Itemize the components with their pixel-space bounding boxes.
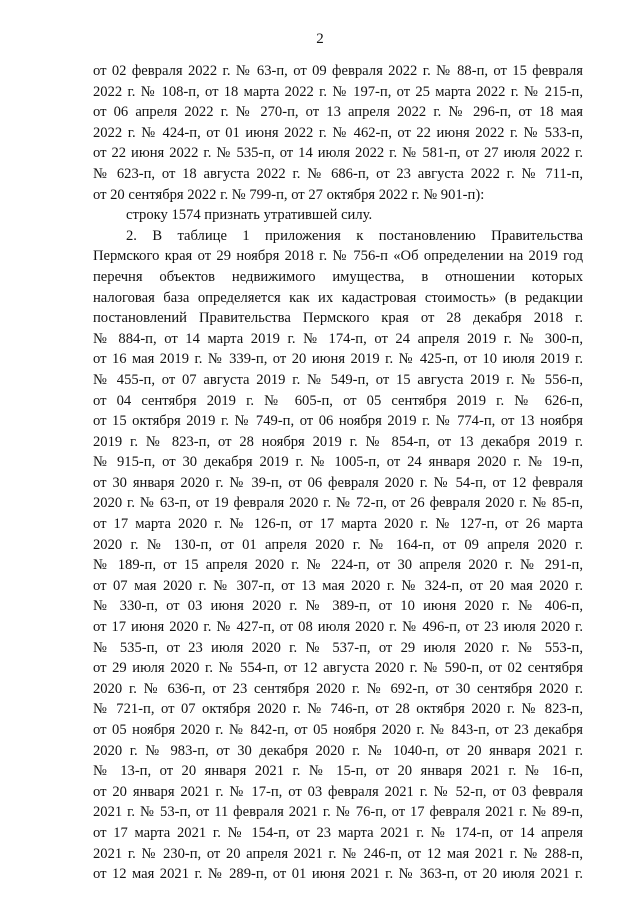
text-line: от 30 января 2020 г. № 39-п, от 06 февраля 2020 г. № 54-п, от 12 февраля xyxy=(93,474,583,491)
text-line: от 22 июня 2022 г. № 535-п, от 14 июля 2022 г. № 581-п, от 27 июля 2022 г. xyxy=(93,145,583,162)
text-line: № 915-п, от 30 декабря 2019 г. № 1005-п, от 24 января 2020 г. № 19-п, xyxy=(93,454,583,471)
text-line: от 16 мая 2019 г. № 339-п, от 20 июня 2019 г. № 425-п, от 10 июля 2019 г. xyxy=(93,351,583,368)
text-line: 2. В таблице 1 приложения к постановлению Правительства xyxy=(126,227,583,244)
text-line: строку 1574 признать утратившей силу. xyxy=(126,207,373,224)
text-line: от 17 июня 2020 г. № 427-п, от 08 июля 2020 г. № 496-п, от 23 июля 2020 г. xyxy=(93,619,583,636)
text-line: постановлений Правительства Пермского края от 28 декабря 2018 г. xyxy=(93,310,583,327)
text-line: от 07 мая 2020 г. № 307-п, от 13 мая 2020 г. № 324-п, от 20 мая 2020 г. xyxy=(93,577,583,594)
text-line: налоговая база определяется как их кадастровая стоимость» (в редакции xyxy=(93,289,583,306)
text-line: от 17 марта 2021 г. № 154-п, от 23 марта 2021 г. № 174-п, от 14 апреля xyxy=(93,824,583,841)
text-line: № 535-п, от 23 июля 2020 г. № 537-п, от 29 июля 2020 г. № 553-п, xyxy=(93,639,583,656)
text-line: 2021 г. № 230-п, от 20 апреля 2021 г. № 246-п, от 12 мая 2021 г. № 288-п, xyxy=(93,845,583,862)
text-line: 2019 г. № 823-п, от 28 ноября 2019 г. № 854-п, от 13 декабря 2019 г. xyxy=(93,433,583,450)
text-line: № 623-п, от 18 августа 2022 г. № 686-п, от 23 августа 2022 г. № 711-п, xyxy=(93,165,583,182)
text-line: 2022 г. № 108-п, от 18 марта 2022 г. № 197-п, от 25 марта 2022 г. № 215-п, xyxy=(93,83,583,100)
text-line: от 29 июля 2020 г. № 554-п, от 12 августа 2020 г. № 590-п, от 02 сентября xyxy=(93,660,583,677)
text-line: от 12 мая 2021 г. № 289-п, от 01 июня 2021 г. № 363-п, от 20 июля 2021 г. xyxy=(93,866,583,883)
text-line: № 455-п, от 07 августа 2019 г. № 549-п, от 15 августа 2019 г. № 556-п, xyxy=(93,371,583,388)
text-line: от 05 ноября 2020 г. № 842-п, от 05 ноября 2020 г. № 843-п, от 23 декабря xyxy=(93,722,583,738)
text-line: перечня объектов недвижимого имущества, в отношении которых xyxy=(93,268,583,285)
document-body xyxy=(93,61,583,885)
text-line: 2020 г. № 636-п, от 23 сентября 2020 г. № 692-п, от 30 сентября 2020 г. xyxy=(93,680,583,697)
text-line: от 02 февраля 2022 г. № 63-п, от 09 февраля 2022 г. № 88-п, от 15 февраля xyxy=(93,63,583,79)
text-line: 2022 г. № 424-п, от 01 июня 2022 г. № 462-п, от 22 июня 2022 г. № 533-п, xyxy=(93,124,583,141)
text-line: № 330-п, от 03 июня 2020 г. № 389-п, от 10 июня 2020 г. № 406-п, xyxy=(93,598,583,615)
text-line: 2020 г. № 63-п, от 19 февраля 2020 г. № 72-п, от 26 февраля 2020 г. № 85-п, xyxy=(93,495,583,512)
text-line: от 15 октября 2019 г. № 749-п, от 06 ноября 2019 г. № 774-п, от 13 ноября xyxy=(93,413,583,430)
text-line: от 20 сентября 2022 г. № 799-п, от 27 октября 2022 г. № 901-п): xyxy=(93,186,485,203)
text-line: № 189-п, от 15 апреля 2020 г. № 224-п, от 30 апреля 2020 г. № 291-п, xyxy=(93,557,583,574)
text-line: № 721-п, от 07 октября 2020 г. № 746-п, от 28 октября 2020 г. № 823-п, xyxy=(93,701,583,718)
text-line: 2020 г. № 983-п, от 30 декабря 2020 г. № 1040-п, от 20 января 2021 г. xyxy=(93,742,583,759)
text-line: 2020 г. № 130-п, от 01 апреля 2020 г. № 164-п, от 09 апреля 2020 г. xyxy=(93,536,583,553)
text-line: № 884-п, от 14 марта 2019 г. № 174-п, от 24 апреля 2019 г. № 300-п, xyxy=(93,330,583,347)
text-line: от 17 марта 2020 г. № 126-п, от 17 марта 2020 г. № 127-п, от 26 марта xyxy=(93,516,583,533)
text-line: 2021 г. № 53-п, от 11 февраля 2021 г. № 76-п, от 17 февраля 2021 г. № 89-п, xyxy=(93,804,583,821)
text-line: № 13-п, от 20 января 2021 г. № 15-п, от 20 января 2021 г. № 16-п, xyxy=(93,763,583,780)
text-line: Пермского края от 29 ноября 2018 г. № 756-п «Об определении на 2019 год xyxy=(93,248,583,265)
page-number: 2 xyxy=(316,31,324,47)
text-line: от 20 января 2021 г. № 17-п, от 03 февраля 2021 г. № 52-п, от 03 февраля xyxy=(93,783,583,800)
text-line: от 04 сентября 2019 г. № 605-п, от 05 сентября 2019 г. № 626-п, xyxy=(93,392,583,409)
text-line: от 06 апреля 2022 г. № 270-п, от 13 апреля 2022 г. № 296-п, от 18 мая xyxy=(93,104,583,121)
